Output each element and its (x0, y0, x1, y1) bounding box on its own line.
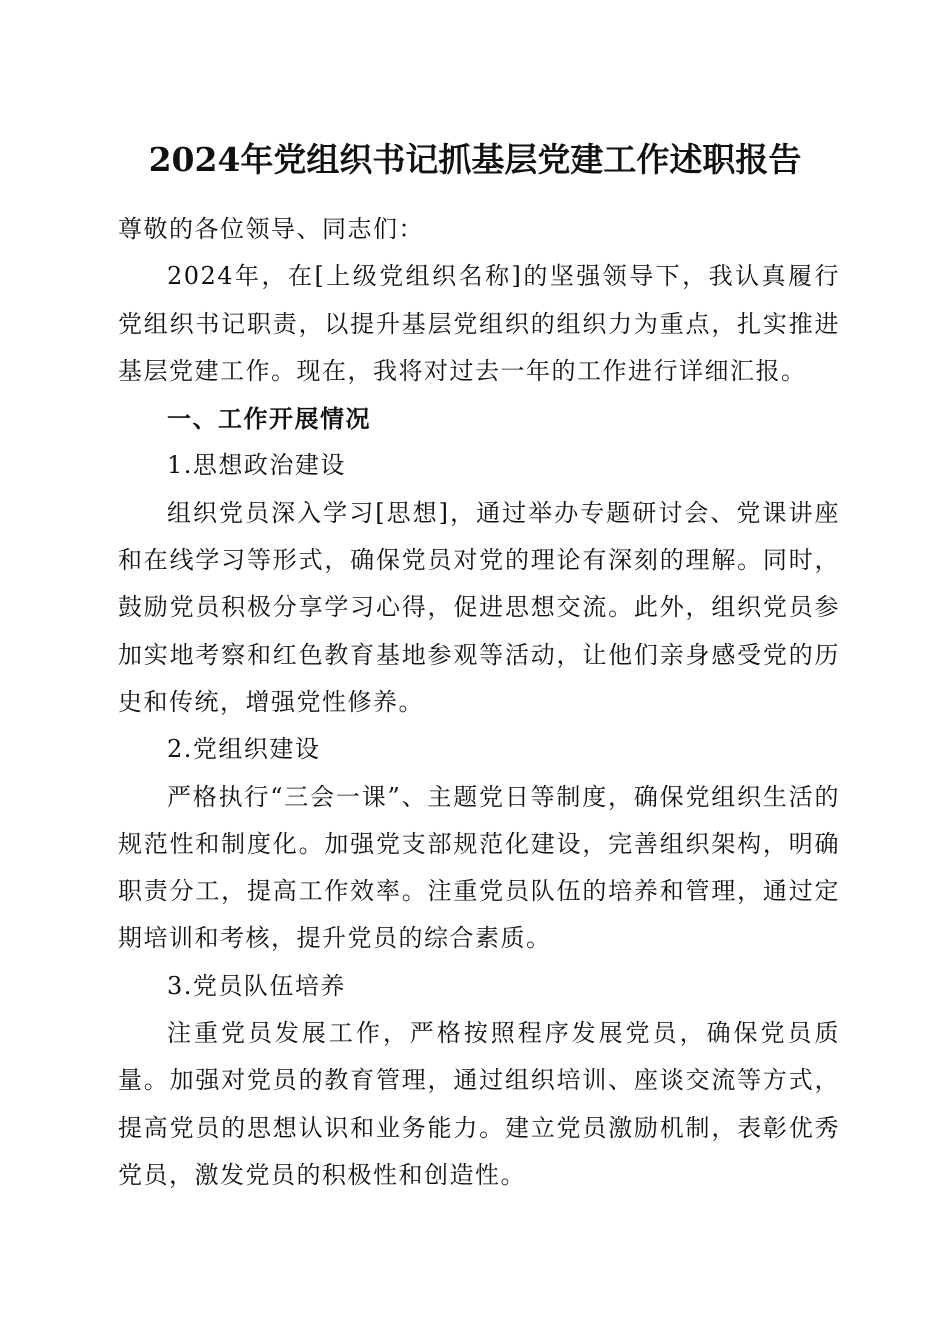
subheading-party-organization: 2.党组织建设 (167, 735, 321, 764)
salutation: 尊敬的各位领导、同志们： (118, 215, 424, 243)
paragraph-party-organization: 严格执行“三会一课”、主题党日等制度，确保党组织生活的规范性和制度化。加强党支部规范化建设，完善组织架构，明确职责分工，提高工作效率。注重党员队伍的培养和管理，通过定期培训和考核，提升党员的综合素质。 (118, 782, 840, 953)
paragraph-ideological-political: 组织党员深入学习[思想]，通过举办专题研讨会、党课讲座和在线学习等形式，确保党员对党的理论有深刻的理解。同时，鼓励党员积极分享学习心得，促进思想交流。此外，组织党员参加实地考察和红色教育基地参观等活动，让他们亲身感受党的历史和传统，增强党性修养。 (118, 498, 840, 716)
paragraph-member-training: 注重党员发展工作，严格按照程序发展党员，确保党员质量。加强对党员的教育管理，通过组织培训、座谈交流等方式，提高党员的思想认识和业务能力。建立党员激励机制，表彰优秀党员，激发党员的积极性和创造性。 (118, 1019, 840, 1189)
subheading-ideological-political: 1.思想政治建设 (167, 451, 346, 480)
document-title: 2024年党组织书记抓基层党建工作述职报告 (148, 140, 802, 179)
subheading-member-training: 3.党员队伍培养 (167, 971, 346, 1000)
section-heading-work-progress: 一、工作开展情况 (167, 404, 371, 434)
intro-paragraph: 2024年，在[上级党组织名称]的坚强领导下，我认真履行党组织书记职责，以提升基层党组织的组织力为重点，扎实推进基层党建工作。现在，我将对过去一年的工作进行详细汇报。 (118, 262, 840, 385)
document-body (118, 206, 840, 1199)
